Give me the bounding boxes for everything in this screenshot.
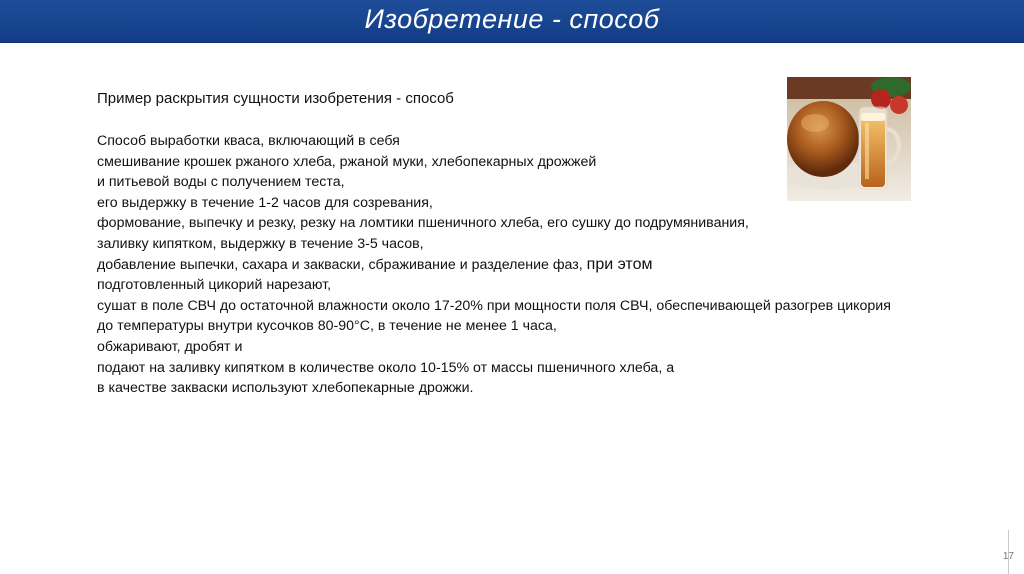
text-line: подают на заливку кипятком в количестве около 10-15% от массы пшеничного хлеба, а [97, 359, 675, 376]
emphasis-text: при этом [586, 255, 653, 273]
text-line: добавление выпечки, сахара и закваски, сбраживание и разделение фаз, [97, 256, 583, 273]
text-line: сушат в поле СВЧ до остаточной влажности около 17-20% при мощности поля СВЧ, обеспечивающей разогрев цикория [97, 297, 891, 314]
section-heading: Пример раскрытия сущности изобретения - способ [97, 90, 454, 107]
text-line: его выдержку в течение 1-2 часов для созревания, [97, 194, 433, 211]
text-line: в качестве закваски используют хлебопекарные дрожжи. [97, 380, 474, 397]
page-number: 17 [1002, 551, 1014, 562]
slide-title: Изобретение - способ [364, 4, 660, 34]
text-line: и питьевой воды с получением теста, [97, 174, 345, 191]
kvass-bread-photo [787, 77, 911, 201]
text-line: до температуры внутри кусочков 80-90°С, в течение не менее 1 часа, [97, 318, 557, 335]
text-line: формование, выпечку и резку, резку на ломтики пшеничного хлеба, его сушку до подрумянивания, [97, 215, 749, 232]
title-bar [0, 0, 1024, 43]
text-line-with-emphasis [97, 255, 997, 276]
text-line: заливку кипятком, выдержку в течение 3-5 часов, [97, 235, 424, 252]
text-line: обжаривают, дробят и [97, 338, 243, 355]
kvass-bread-illustration [787, 77, 911, 201]
text-line: смешивание крошек ржаного хлеба, ржаной муки, хлебопекарных дрожжей [97, 153, 597, 170]
text-line: подготовленный цикорий нарезают, [97, 277, 332, 294]
text-line: Способ выработки кваса, включающий в себя [97, 133, 400, 149]
